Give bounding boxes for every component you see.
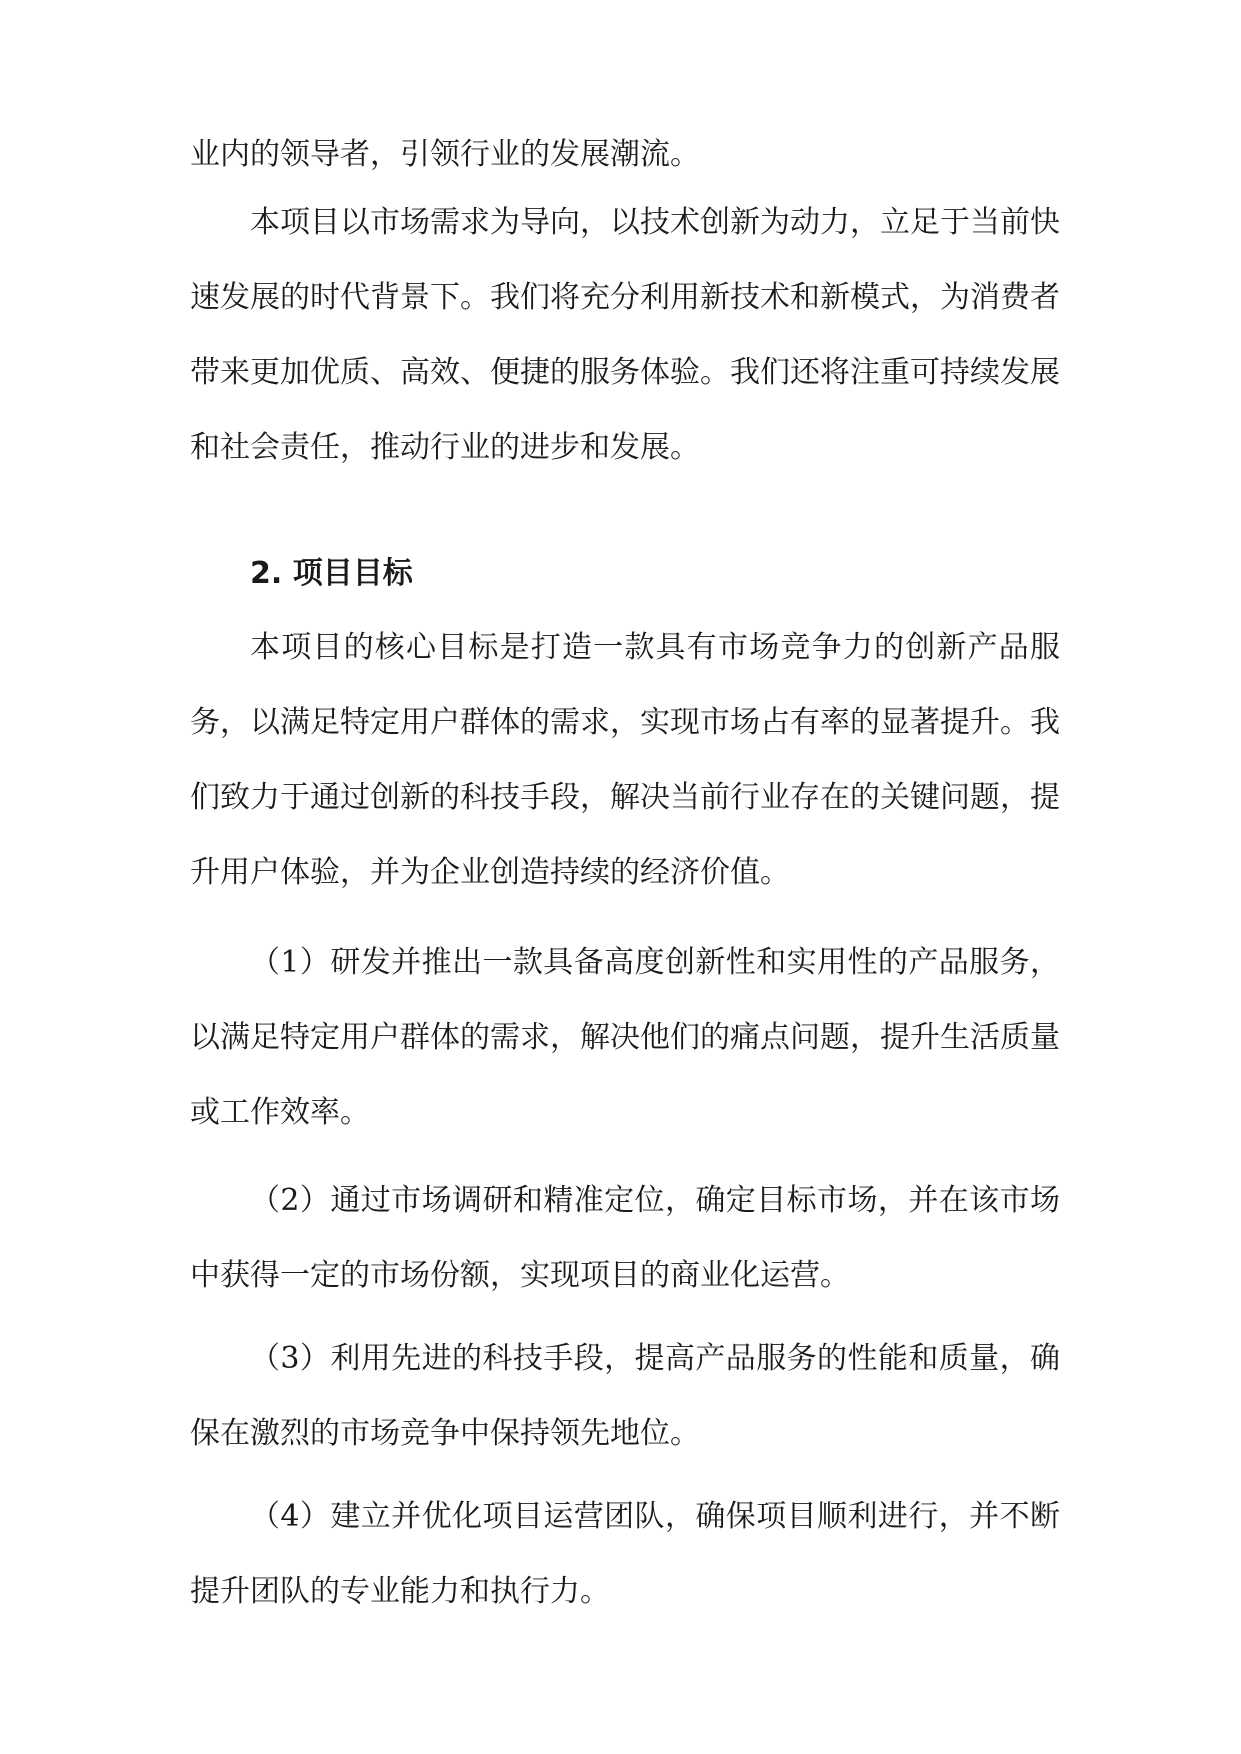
continuation-paragraph: 业内的领导者，引领行业的发展潮流。	[190, 137, 700, 172]
goal-item-4: （4）建立并优化项目运营团队，确保项目顺利进行，并不断提升团队的专业能力和执行力。	[190, 1499, 1060, 1609]
section-heading: 2. 项目目标	[250, 556, 413, 591]
goal-item-3: （3）利用先进的科技手段，提高产品服务的性能和质量，确保在激烈的市场竞争中保持领先地位。	[190, 1341, 1060, 1451]
goal-item-2: （2）通过市场调研和精准定位，确定目标市场，并在该市场中获得一定的市场份额，实现项目的商业化运营。	[190, 1183, 1060, 1293]
intro-paragraph: 本项目以市场需求为导向，以技术创新为动力，立足于当前快速发展的时代背景下。我们将充分利用新技术和新模式，为消费者带来更加优质、高效、便捷的服务体验。我们还将注重可持续发展和社会责任，推动行业的进步和发展。	[190, 205, 1060, 465]
goal-paragraph: 本项目的核心目标是打造一款具有市场竞争力的创新产品服务，以满足特定用户群体的需求，实现市场占有率的显著提升。我们致力于通过创新的科技手段，解决当前行业存在的关键问题，提升用户体验，并为企业创造持续的经济价值。	[190, 630, 1060, 890]
goal-item-1: （1）研发并推出一款具备高度创新性和实用性的产品服务，以满足特定用户群体的需求，解决他们的痛点问题，提升生活质量或工作效率。	[190, 945, 1060, 1130]
